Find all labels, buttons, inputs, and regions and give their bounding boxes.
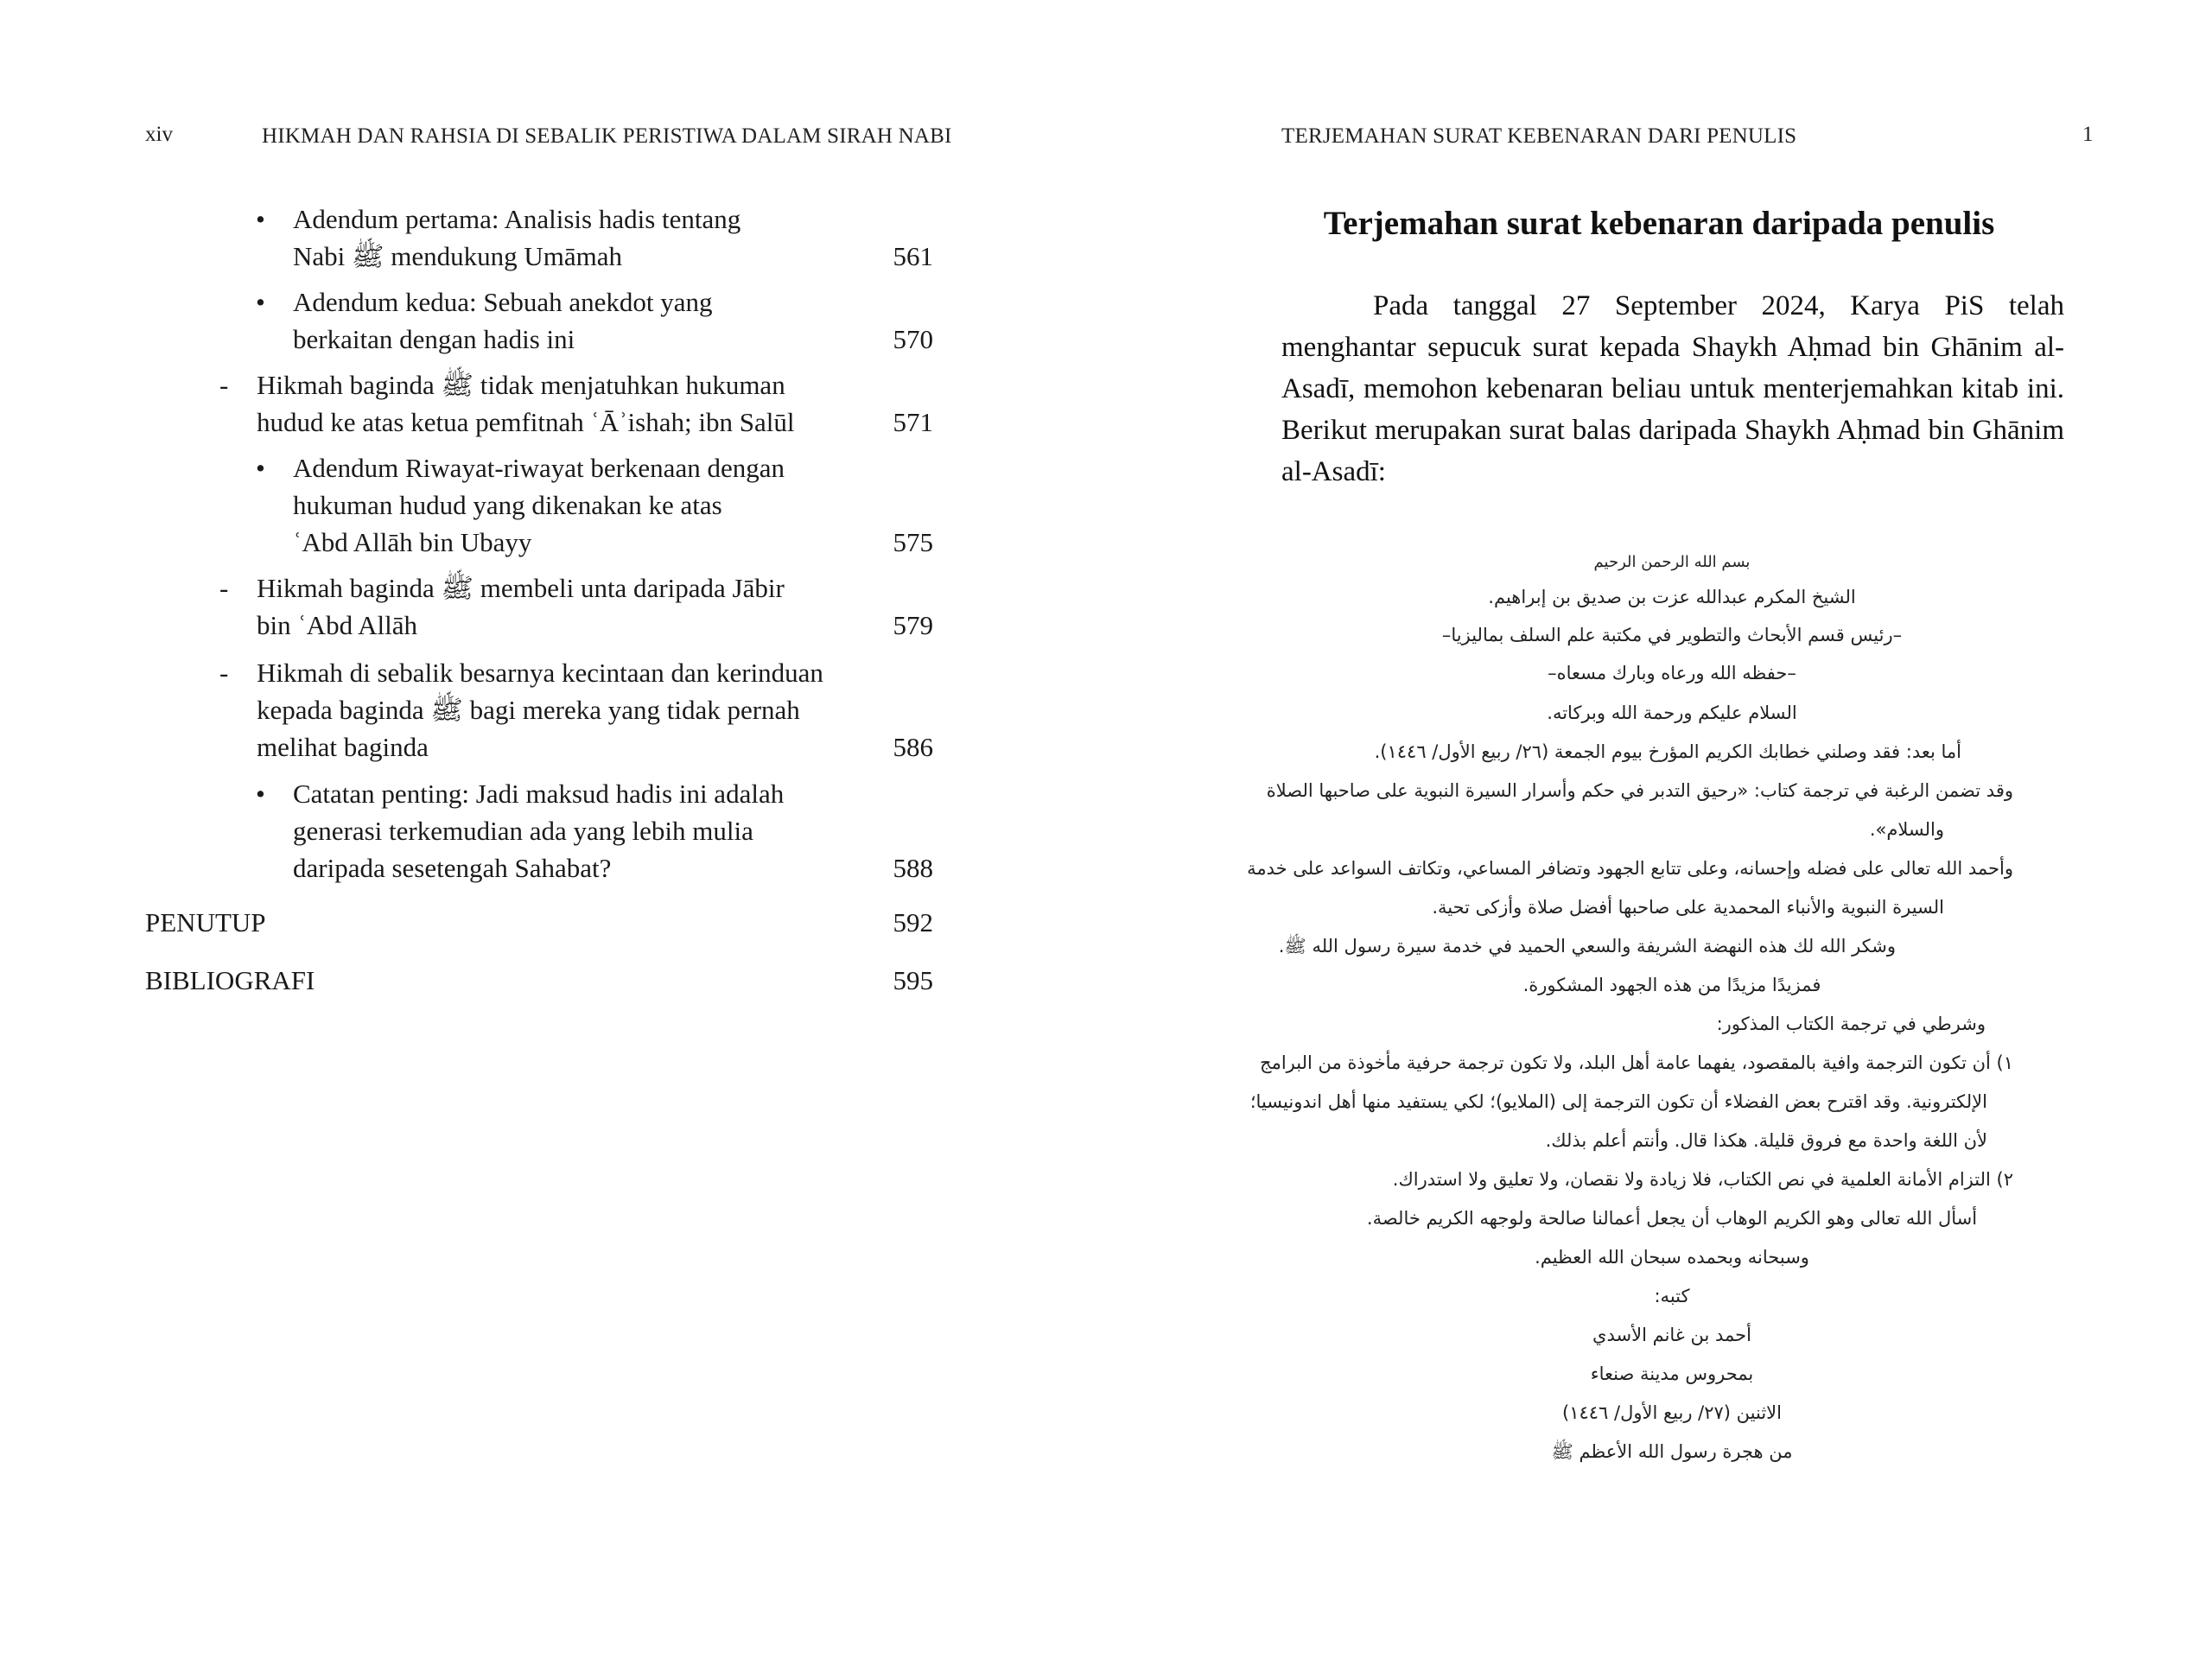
toc-entry[interactable]	[256, 283, 933, 358]
letter-line: وسبحانه وبحمده سبحان الله العظيم.	[1535, 1247, 1809, 1268]
toc-entry-line: generasi terkemudian ada yang lebih mulia	[293, 816, 753, 846]
letter-line: أسأل الله تعالى وهو الكريم الوهاب أن يجعل أعمالنا صالحة ولوجهه الكريم خالصة.	[1366, 1208, 1978, 1229]
letter-line: والسلام».	[1869, 819, 1944, 840]
letter-line: الإلكترونية. وقد اقترح بعض الفضلاء أن تكون الترجمة إلى (الملايو)؛ لكي يستفيد منها أهل اندونيسيا؛	[1249, 1091, 1987, 1112]
letter-line: ١) أن تكون الترجمة وافية بالمقصود، يفهما عامة أهل البلد، ولا تكون ترجمة حرفية مأخوذة من البرامج	[1260, 1052, 2013, 1073]
toc-entry-bibliografi[interactable]	[145, 962, 933, 999]
running-head-right: TERJEMAHAN SURAT KEBENARAN DARI PENULIS	[1281, 124, 1797, 148]
letter-line: كتبه:	[1654, 1286, 1690, 1306]
dash-marker: -	[219, 658, 229, 688]
toc-page-number: 579	[893, 610, 933, 640]
toc-entry-line: Nabi ﷺ mendukung Umāmah	[293, 241, 622, 271]
toc-page-number: 595	[893, 965, 933, 995]
dash-marker: -	[219, 370, 229, 400]
letter-line: فمزيدًا مزيدًا من هذه الجهود المشكورة.	[1522, 975, 1821, 995]
toc-page-number: 570	[893, 324, 933, 354]
toc-entry-line: hudud ke atas ketua pemfitnah ʿĀʾishah; ibn Salūl	[257, 407, 795, 437]
toc-page-number: 586	[893, 732, 933, 762]
dash-marker: -	[219, 573, 229, 603]
toc-entry-line: Hikmah baginda ﷺ tidak menjatuhkan hukuman	[257, 370, 785, 400]
toc-entry-line: Hikmah baginda ﷺ membeli unta daripada Jābir	[257, 573, 785, 603]
bullet-marker: •	[256, 287, 265, 317]
letter-signature: أحمد بن غانم الأسدي	[1592, 1325, 1751, 1345]
letter-line: –حفظه الله ورعاه وبارك مسعاه–	[1548, 663, 1796, 683]
toc-entry-line: kepada baginda ﷺ bagi mereka yang tidak pernah	[257, 695, 800, 725]
toc-entry-line: ʿAbd Allāh bin Ubayy	[293, 527, 532, 557]
toc-entry[interactable]	[219, 569, 933, 644]
letter-line: من هجرة رسول الله الأعظم ﷺ	[1551, 1441, 1793, 1462]
letter-line: وشرطي في ترجمة الكتاب المذكور:	[1716, 1014, 1986, 1034]
toc-entry-line: hukuman hudud yang dikenakan ke atas	[293, 490, 722, 520]
toc-entry-line: daripada sesetengah Sahabat?	[293, 853, 612, 883]
toc-entry[interactable]	[256, 775, 933, 887]
right-page	[1106, 0, 2212, 1659]
toc-entry-line: Hikmah di sebalik besarnya kecintaan dan kerinduan	[257, 658, 823, 688]
toc-page-number: 561	[893, 241, 933, 271]
bullet-marker: •	[256, 779, 265, 809]
bullet-marker: •	[256, 453, 265, 483]
section-heading: Terjemahan surat kebenaran daripada penulis	[1323, 205, 1995, 242]
toc-entry-penutup[interactable]	[145, 904, 933, 941]
letter-line: وشكر الله لك هذه النهضة الشريفة والسعي الحميد في خدمة سيرة رسول الله ﷺ.	[1278, 936, 1896, 957]
toc-entry-line: Adendum kedua: Sebuah anekdot yang	[293, 287, 713, 317]
bullet-marker: •	[256, 204, 265, 234]
letter-line: بمحروس مدينة صنعاء	[1590, 1363, 1754, 1384]
letter-line: لأن اللغة واحدة مع فروق قليلة. هكذا قال. وأنتم أعلم بذلك.	[1545, 1130, 1987, 1151]
letter-line: –رئيس قسم الأبحاث والتطوير في مكتبة علم السلف بماليزيا–	[1441, 625, 1903, 645]
toc-entry[interactable]	[256, 449, 933, 561]
page-number-right: 1	[2082, 123, 2094, 146]
toc-entry-line: BIBLIOGRAFI	[145, 965, 315, 995]
toc-page-number: 575	[893, 527, 933, 557]
intro-paragraph: Pada tanggal 27 September 2024, Karya PiS telah menghantar sepucuk surat kepada Shaykh Aḥmad bin Ghānim al-Asadī, memohon kebenaran beliau untuk menterjemahkan kitab ini. Berikut merupakan surat balas daripada Shaykh Aḥmad bin Ghānim al-Asadī:	[1281, 290, 2064, 487]
toc-page-number: 588	[893, 853, 933, 883]
toc-entry-line: berkaitan dengan hadis ini	[293, 324, 575, 354]
toc-entry[interactable]	[256, 200, 933, 275]
toc-entry-line: Adendum pertama: Analisis hadis tentang	[293, 204, 741, 234]
toc-entry-line: Adendum Riwayat-riwayat berkenaan dengan	[293, 453, 785, 483]
letter-date: الاثنين (٢٧/ ربيع الأول/ ١٤٤٦)	[1562, 1402, 1782, 1423]
letter-line: ٢) التزام الأمانة العلمية في نص الكتاب، فلا زيادة ولا نقصان، ولا تعليق ولا استدراك.	[1392, 1169, 2013, 1190]
letter-line: السلام عليكم ورحمة الله وبركاته.	[1547, 702, 1797, 723]
toc-page-number: 592	[893, 907, 933, 938]
letter-line: أما بعد: فقد وصلني خطابك الكريم المؤرخ بيوم الجمعة (٢٦/ ربيع الأول/ ١٤٤٦).	[1374, 741, 1961, 762]
page-number-left: xiv	[145, 123, 173, 146]
toc-entry-line: melihat baginda	[257, 732, 429, 762]
toc-entry-line: PENUTUP	[145, 907, 266, 938]
toc-entry[interactable]	[219, 654, 933, 766]
letter-basmala: بسم الله الرحمن الرحيم	[1593, 553, 1751, 571]
toc-entry[interactable]	[219, 366, 933, 441]
letter-line: الشيخ المكرم عبدالله عزت بن صديق بن إبراهيم.	[1488, 587, 1856, 607]
letter-line: السيرة النبوية والأنباء المحمدية على صاحبها أفضل صلاة وأزكى تحية.	[1432, 897, 1944, 918]
letter-line: وقد تضمن الرغبة في ترجمة كتاب: «رحيق التدبر في حكم وأسرار السيرة النبوية على صاحبها الصلاة	[1266, 780, 2013, 801]
arabic-letter-scan	[1247, 550, 2013, 1474]
toc-entry-line: Catatan penting: Jadi maksud hadis ini adalah	[293, 779, 785, 809]
letter-line: وأحمد الله تعالى على فضله وإحسانه، وعلى تتابع الجهود وتضافر المساعي، وتكاتف السواعد على خدمة	[1247, 858, 2013, 879]
running-head-left: HIKMAH DAN RAHSIA DI SEBALIK PERISTIWA DALAM SIRAH NABI	[262, 124, 952, 148]
toc-page-number: 571	[893, 407, 933, 437]
toc-entry-line: bin ʿAbd Allāh	[257, 610, 417, 640]
